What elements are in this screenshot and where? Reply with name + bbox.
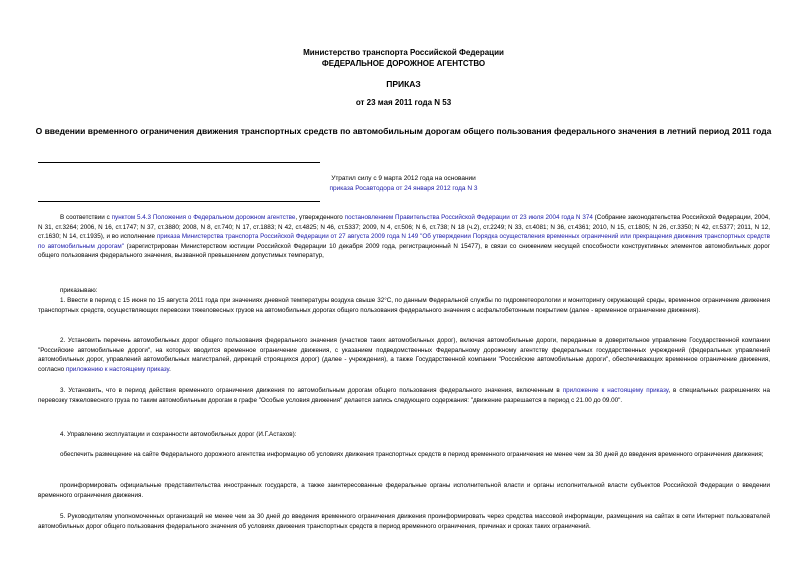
link-regulation-point[interactable]: пунктом 5.4.3 Положения о Федеральном дорожном агентстве [111, 214, 296, 221]
revocation-text: Утратил силу с 9 марта 2012 года на основании [331, 175, 476, 182]
preamble-text-2: , утвержденного [295, 214, 345, 221]
paragraph-item-5: 5. Руководителям уполномоченных организаций не менее чем за 30 дней до введения временного ограничения движения проинформировать через средства массовой информации, размещения на сайтах в сети Интернет пользователей автомобильных дорог общего пользования федерального значения об условиях движения транспортных средств в период временного ограничения, причинах и сроках таких ограничений. [38, 513, 770, 530]
link-appendix-2[interactable]: приложение к настоящему приказу [562, 387, 669, 394]
revocation-link[interactable]: приказа Росавтодора от 24 января 2012 года N 3 [329, 185, 478, 192]
paragraph-item-4: 4. Управлению эксплуатации и сохранности автомобильных дорог (И.Г.Астахов): [60, 431, 297, 438]
preamble-text-1: В соответствии с [60, 214, 112, 221]
paragraph-item-3 [38, 386, 770, 405]
paragraph-item-1: 1. Ввести в период с 15 июня по 15 августа 2011 года при значениях дневной температуры воздуха свыше 32°С, по данным Федеральной службы по гидрометеорологии и мониторингу окружающей среды, временное ограничение движения транспортных средств, осуществляющих перевозки тяжеловесных грузов на автомобильных дорогах общего пользования федерального значения с асфальтобетонным покрытием (далее - временное ограничение движения). [38, 297, 770, 314]
preamble-text-4: (зарегистрирован Министерством юстиции Российской Федерации 10 декабря 2009 года, регистрационный N 15477), в связи со снижением несущей способности конструктивных элементов автомобильных дорог общего пользования федерального значения, вызванной превышением допустимых температур, [38, 242, 770, 260]
document-header [0, 47, 807, 69]
item-2-text: 2. Установить перечень автомобильных дорог общего пользования федерального значения (участков таких автомобильных дорог), включая автомобильные дороги, переданные в доверительное управление Государственной компании "Российские автомобильные дороги", на которых вводится временное ограничение движения, с указанием подведомственных Федеральному дорожному агентству федеральных государственных учреждений (федеральных управлений автомобильных дорог, управлений автомобильных магистралей, дирекций строящихся дорог) (далее - учреждения), а также Государственной компании "Российские автомобильные дороги", обеспечивающих временное ограничение движения, согласно [38, 337, 770, 373]
item-3-text: 3. Установить, что в период действия временного ограничения движения по автомобильным дорогам общего пользования федерального значения, включенным в [60, 387, 563, 394]
divider-bottom [38, 201, 320, 202]
paragraph-preamble [38, 213, 770, 261]
link-ministry-order[interactable]: приказа Министерства транспорта Российской Федерации от 27 августа 2009 года N 149 "Об утверждении Порядка осуществления временных ограничений или прекращения движения транспортных средств по автомобильным дорогам" [38, 233, 771, 250]
agency-name: ФЕДЕРАЛЬНОЕ ДОРОЖНОЕ АГЕНТСТВО [321, 59, 486, 68]
divider-top [38, 162, 320, 163]
item-2-end: . [169, 365, 171, 373]
paragraph-item-4-b: проинформировать официальные представительства иностранных государств, а также заинтересованные федеральные органы исполнительной власти и органы исполнительной власти субъектов Российской Федерации о введении временного ограничения движения. [38, 482, 770, 499]
document-title: О введении временного ограничения движения транспортных средств по автомобильным дорогам общего пользования федерального значения в летний период 2011 года [35, 126, 772, 136]
paragraph-item-2 [38, 336, 770, 374]
link-appendix[interactable]: приложению к настоящему приказу [65, 365, 170, 373]
paragraph-order: приказываю: [60, 287, 98, 294]
item-3-end: , в специальных разрешениях на перевозку тяжеловесного груза по таким автомобильным дорогам в графе "Особые условия движения" делается запись следующего содержания: "движение разрешается в период с 21.00 до 09.00". [38, 387, 771, 404]
document-date-number: от 23 мая 2011 года N 53 [355, 98, 452, 107]
preamble-text-3: (Собрание законодательства Российской Федерации, 2004, N 31, ст.3264; 2006, N 16, ст.1747; N 37, ст.3880; 2008, N 8, ст.740; N 17, ст.1883; N 42, ст.4825; N 46, ст.5337; 2009, N 4, ст.506; N 6, ст.738; N 18 (ч.2), ст.2249; N 33, ст.4081; N 36, ст.4361; 2010, N 15, ст.1805; N 26, ст.3350; N 42, ст.5377; 2011, N 12, ст.1630; N 14, ст.1935), и во исполнение [38, 214, 770, 241]
paragraph-item-4-a: обеспечить размещение на сайте Федерального дорожного агентства информацию об условиях движения транспортных средств в период временного ограничения не менее чем за 30 дней до введения временного ограничения движения; [60, 451, 764, 458]
ministry-name: Министерство транспорта Российской Федерации [303, 48, 504, 57]
document-type: ПРИКАЗ [386, 79, 421, 89]
revocation-note [0, 174, 807, 194]
link-government-decree[interactable]: постановлением Правительства Российской Федерации от 23 июля 2004 года N 374 [344, 214, 593, 221]
